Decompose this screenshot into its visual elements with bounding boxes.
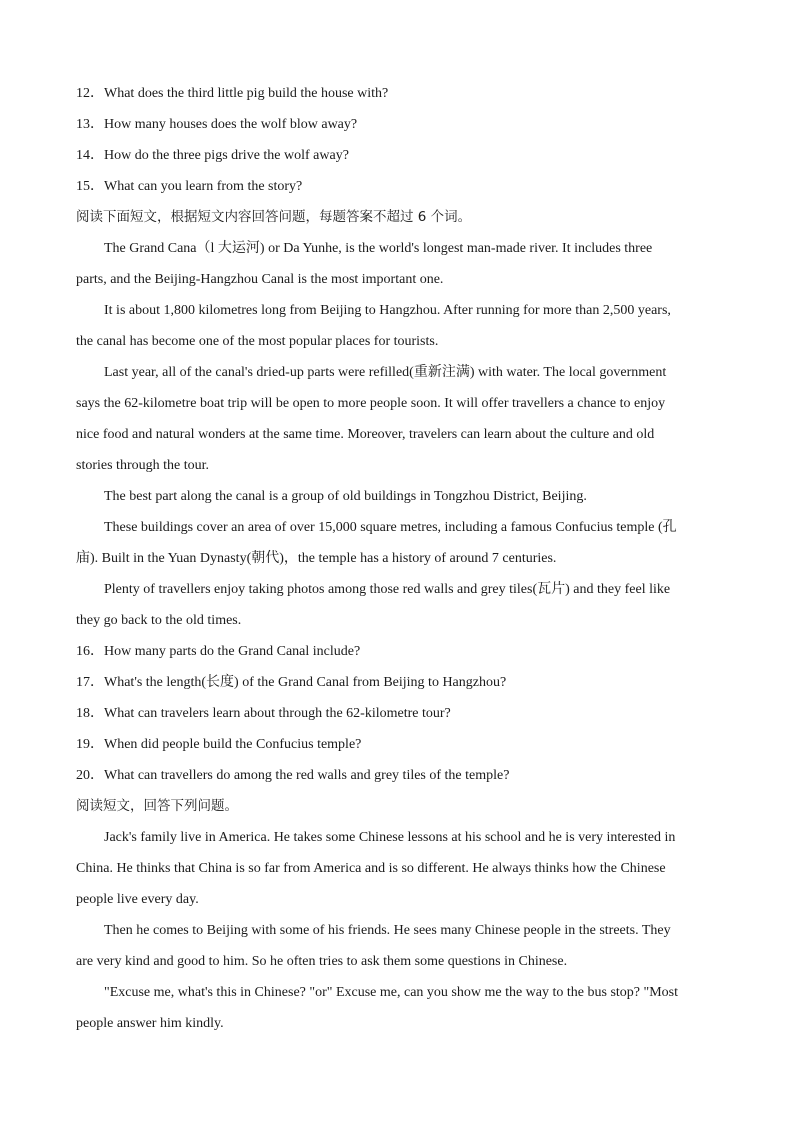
canal-paragraph-6 xyxy=(76,574,716,636)
paragraph-line: China. He thinks that China is so far from America and is so different. He always thinks how the Chinese xyxy=(76,861,666,876)
paragraph-line: It is about 1,800 kilometres long from Beijing to Hangzhou. After running for more than 2,500 years, xyxy=(104,303,671,318)
canal-paragraph-4 xyxy=(76,481,716,512)
canal-paragraph-5 xyxy=(76,512,716,574)
jack-paragraph-3 xyxy=(76,977,716,1039)
document-body xyxy=(76,78,716,1039)
question-14: 14．How do the three pigs drive the wolf away? xyxy=(76,148,349,163)
canal-paragraph-3 xyxy=(76,357,716,481)
paragraph-line: stories through the tour. xyxy=(76,458,209,473)
paragraph-line: Plenty of travellers enjoy taking photos among those red walls and grey tiles(瓦片) and they feel like xyxy=(104,582,671,597)
passage-grand-canal xyxy=(76,233,716,636)
paragraph-line: Then he comes to Beijing with some of his friends. He sees many Chinese people in the streets. They xyxy=(104,923,671,938)
paragraph-line: The Grand Cana（l 大运河) or Da Yunhe, is the world's longest man-made river. It includes three xyxy=(104,241,653,256)
paragraph-line: people answer him kindly. xyxy=(76,1016,224,1031)
paragraph-line: they go back to the old times. xyxy=(76,613,242,628)
paragraph-line: the canal has become one of the most popular places for tourists. xyxy=(76,334,439,349)
question-15: 15．What can you learn from the story? xyxy=(76,179,303,194)
question-12: 12．What does the third little pig build the house with? xyxy=(76,86,389,101)
paragraph-line: "Excuse me, what's this in Chinese? "or" Excuse me, can you show me the way to the bus stop? "Most xyxy=(104,985,678,1000)
question-13: 13．How many houses does the wolf blow away? xyxy=(76,117,358,132)
canal-paragraph-2 xyxy=(76,295,716,357)
question-20: 20．What can travellers do among the red walls and grey tiles of the temple? xyxy=(76,768,510,783)
question-list-16-20 xyxy=(76,636,716,791)
paragraph-line: The best part along the canal is a group of old buildings in Tongzhou District, Beijing. xyxy=(104,489,587,504)
reading-instruction-jack: 阅读短文，回答下列问题。 xyxy=(76,798,238,814)
jack-paragraph-2 xyxy=(76,915,716,977)
question-19: 19．When did people build the Confucius temple? xyxy=(76,737,362,752)
question-list-12-15 xyxy=(76,78,716,202)
question-16: 16．How many parts do the Grand Canal include? xyxy=(76,644,361,659)
paragraph-line: nice food and natural wonders at the same time. Moreover, travelers can learn about the culture and old xyxy=(76,427,655,442)
question-17: 17．What's the length(长度) of the Grand Canal from Beijing to Hangzhou? xyxy=(76,675,507,690)
paragraph-line: Last year, all of the canal's dried-up parts were refilled(重新注满) with water. The local government xyxy=(104,365,667,380)
paragraph-line: These buildings cover an area of over 15,000 square metres, including a famous Confucius temple (孔 xyxy=(104,520,677,535)
paragraph-line: 庙). Built in the Yuan Dynasty(朝代)，the temple has a history of around 7 centuries. xyxy=(76,551,557,566)
reading-instruction-canal: 阅读下面短文，根据短文内容回答问题，每题答案不超过 6 个词。 xyxy=(76,209,472,225)
paragraph-line: parts, and the Beijing-Hangzhou Canal is the most important one. xyxy=(76,272,444,287)
canal-paragraph-1 xyxy=(76,233,716,295)
jack-paragraph-1 xyxy=(76,822,716,915)
paragraph-line: people live every day. xyxy=(76,892,199,907)
paragraph-line: says the 62-kilometre boat trip will be open to more people soon. It will offer travellers a chance to enjoy xyxy=(76,396,666,411)
paragraph-line: Jack's family live in America. He takes some Chinese lessons at his school and he is very interested in xyxy=(104,830,676,845)
question-18: 18．What can travelers learn about through the 62-kilometre tour? xyxy=(76,706,451,721)
passage-jack xyxy=(76,822,716,1039)
paragraph-line: are very kind and good to him. So he often tries to ask them some questions in Chinese. xyxy=(76,954,568,969)
